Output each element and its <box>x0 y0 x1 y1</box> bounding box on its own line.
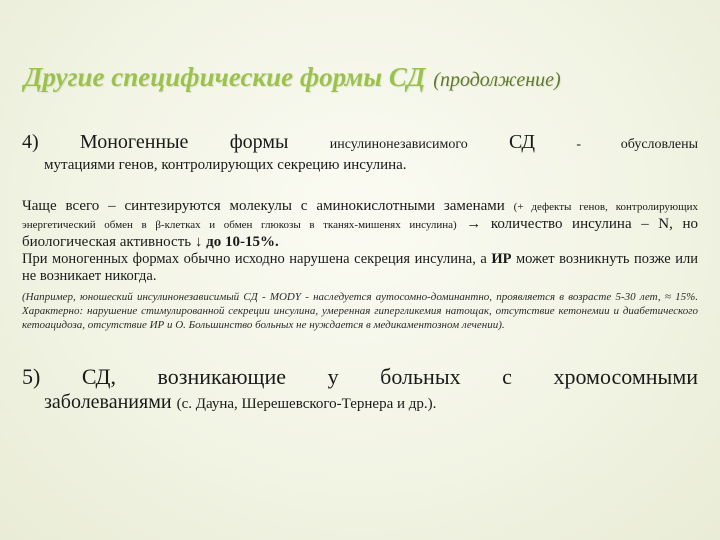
paragraph-chromosomal-line2 <box>22 390 698 416</box>
paragraph-monogenic <box>22 130 698 175</box>
most-often-activity: ↓ до 10-15%. <box>194 234 279 250</box>
most-often-quantity: → количество инсулина – N, но биологическая активность <box>22 216 698 250</box>
paragraph-monogenic-secretion <box>22 251 698 285</box>
chromosomal-word: у <box>327 364 339 389</box>
monogenic-sd: СД <box>509 131 536 153</box>
chromosomal-word: больных <box>380 364 461 389</box>
slide-title <box>24 62 704 93</box>
monogenic-type: инсулинонезависимого <box>329 137 468 152</box>
title-main: Другие специфические формы СД <box>24 62 426 92</box>
monogenic-caused: - обусловлены <box>576 137 699 152</box>
chromosomal-examples: (с. Дауна, Шерешевского-Тернера и др.). <box>176 396 437 412</box>
title-continuation: (продолжение) <box>433 69 561 91</box>
paragraph-mody-note: (Например, юношеский инсулинонезависимый СД - MODY - наследуется аутосомно-доминантно, проявляется в возрасте 5-30 лет, ≈ 15%. Характерно: нарушение стимулированной секреции инсулина, умеренная гипергликемия натощак, отсутствие кетонемии и диабетического кетоацидоза, отсутствие ИР и О. Большинство больных не нуждается в медикаментозном лечении). <box>22 291 698 331</box>
most-often-text: Чаще всего – синтезируются молекулы с аминокислотными заменами <box>22 198 505 214</box>
monogenic-lead: 4) Моногенные формы <box>22 131 289 153</box>
paragraph-monogenic-line1 <box>22 130 698 157</box>
secretion-text-end: может возникнуть позже или не возникает никогда. <box>22 251 698 284</box>
chromosomal-word: СД, <box>81 364 116 389</box>
paragraph-most-often <box>22 198 698 251</box>
secretion-ir: ИР <box>491 251 512 267</box>
secretion-text: При моногенных формах обычно исходно нарушена секреция инсулина, а <box>22 251 487 267</box>
paragraph-chromosomal <box>22 364 698 416</box>
paragraph-monogenic-line2: мутациями генов, контролирующих секрецию инсулина. <box>44 157 407 173</box>
chromosomal-word: с <box>502 364 512 389</box>
chromosomal-diseases: заболеваниями <box>44 391 172 413</box>
chromosomal-word: возникающие <box>157 364 287 389</box>
paragraph-chromosomal-line1 <box>22 364 698 390</box>
chromosomal-word: 5) <box>22 364 41 389</box>
chromosomal-word: хромосомными <box>553 364 699 389</box>
most-often-defects: (+ дефекты генов, контролирующих энергетический обмен в β-клетках и обмен глюкозы в тканях-мишенях инсулина) <box>22 201 698 231</box>
